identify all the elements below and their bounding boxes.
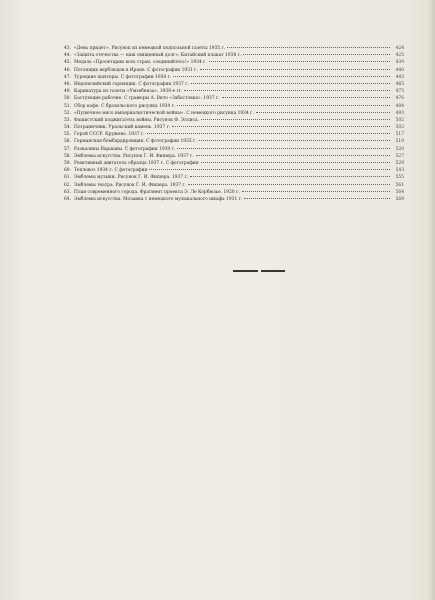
list-item bbox=[64, 131, 404, 138]
entry-number: 64. bbox=[64, 196, 71, 202]
dot-leader bbox=[243, 54, 390, 55]
entry-number: 60. bbox=[64, 168, 71, 174]
list-item bbox=[64, 67, 404, 74]
entry-caption: Индонезийский горнящик. С фотографии 1937 г. bbox=[74, 81, 189, 87]
entry-page: 503 bbox=[395, 125, 404, 131]
entry-number: 43. bbox=[64, 46, 71, 51]
dot-leader bbox=[147, 133, 390, 134]
entry-page: 527 bbox=[395, 153, 404, 159]
list-item bbox=[64, 146, 404, 153]
entry-number: 51. bbox=[64, 103, 71, 109]
entry-number: 50. bbox=[64, 96, 71, 102]
dot-leader bbox=[190, 176, 390, 177]
dot-leader bbox=[149, 169, 390, 170]
dot-leader bbox=[177, 105, 390, 106]
entry-number: 46. bbox=[64, 67, 71, 73]
entry-caption: Карикатура из газеты «Умзебенза». 1930-е гг. bbox=[74, 89, 183, 95]
list-item bbox=[64, 167, 404, 174]
entry-number: 59. bbox=[64, 161, 71, 166]
entry-caption: Эмблемы музыки. Рисунок Г. И. Фишера. 1937 г. bbox=[74, 175, 189, 181]
entry-caption: Эмблемы театра. Рисунок Г. И. Фишера. 1937 г. bbox=[74, 182, 187, 188]
dot-leader bbox=[196, 155, 390, 156]
entry-caption: «Пушечное мясо империалистической войны». С немецкого рисунка 1934 г. bbox=[74, 110, 254, 116]
list-item bbox=[64, 117, 404, 124]
dot-leader bbox=[188, 184, 390, 185]
entry-caption: Бастующие рабочие. С гравюры А. Вито «Забастовка». 1937 г. bbox=[74, 96, 220, 102]
entry-caption: «Защита отечества — наш священный долг». Китайский плакат 1938 г. bbox=[74, 53, 242, 59]
entry-caption: Тепловоз 1934 г. С фотографии bbox=[74, 168, 148, 174]
entry-caption: Германская бомбардировщик. С фотографии 1935 г. bbox=[74, 139, 197, 145]
dot-leader bbox=[201, 162, 390, 163]
dot-leader bbox=[242, 191, 390, 192]
entry-caption: Медаль «Пролетарии всех стран, соединяйтесь!» 1934 г. bbox=[74, 60, 207, 66]
entry-page: 493 bbox=[395, 110, 404, 116]
dot-leader bbox=[222, 97, 390, 98]
list-item bbox=[64, 52, 404, 59]
dot-leader bbox=[199, 140, 390, 141]
list-item bbox=[64, 124, 404, 131]
entry-number: 53. bbox=[64, 117, 71, 123]
dot-leader bbox=[200, 69, 390, 70]
illustrations-list bbox=[64, 45, 404, 203]
dot-leader bbox=[177, 148, 390, 149]
entry-page: 555 bbox=[395, 175, 404, 181]
dot-leader bbox=[172, 126, 390, 127]
entry-number: 56. bbox=[64, 139, 71, 145]
dot-leader bbox=[209, 61, 390, 62]
list-item bbox=[64, 110, 404, 117]
entry-page: 439 bbox=[395, 60, 404, 66]
entry-page: 543 bbox=[395, 168, 404, 174]
dot-leader bbox=[191, 83, 390, 84]
entry-page: 520 bbox=[395, 146, 404, 152]
dot-leader bbox=[256, 112, 390, 113]
entry-number: 48. bbox=[64, 81, 71, 87]
entry-number: 49. bbox=[64, 89, 71, 95]
entry-page: 519 bbox=[395, 139, 404, 145]
entry-page: 476 bbox=[395, 96, 404, 102]
entry-page: 475 bbox=[395, 89, 404, 95]
entry-caption: Реактивный двигатель образца 1937 г. С фотографии bbox=[74, 161, 199, 166]
entry-caption: Погонщик верблюдов в Иране. С фотографии 1931 г. bbox=[74, 67, 198, 73]
list-item bbox=[64, 95, 404, 102]
entry-number: 45. bbox=[64, 60, 71, 66]
list-item bbox=[64, 74, 404, 81]
list-item bbox=[64, 182, 404, 189]
list-item bbox=[64, 174, 404, 181]
entry-page: 424 bbox=[395, 46, 404, 51]
entry-caption: План современного города. Фрагмент проекта Э. Ле Корбюзье. 1920 г. bbox=[74, 189, 240, 195]
entry-page: 484 bbox=[395, 103, 404, 109]
dot-leader bbox=[244, 198, 390, 199]
list-item bbox=[64, 189, 404, 196]
entry-number: 58. bbox=[64, 153, 71, 159]
entry-caption: Турецкие шахтеры. С фотографии 1934 г. bbox=[74, 74, 172, 80]
entry-page: 517 bbox=[395, 132, 404, 138]
closing-rule-gap bbox=[258, 270, 261, 272]
entry-page: 465 bbox=[395, 81, 404, 87]
entry-caption: Фашистский поджигатель войны. Рисунок Ф. Эллиса. bbox=[74, 117, 200, 123]
entry-number: 47. bbox=[64, 74, 71, 80]
entry-caption: Эмблемы искусства. Мозаика с немецкого музыкального шкафа 1931 г. bbox=[74, 196, 243, 202]
entry-caption: Сбор кофе. С бразильского рисунка 1934 г. bbox=[74, 103, 176, 109]
dot-leader bbox=[201, 119, 390, 120]
list-item bbox=[64, 88, 404, 95]
entry-caption: Эмблемы искусства. Рисунок Г. И. Фишера. 1937 г. bbox=[74, 153, 194, 159]
dot-leader bbox=[173, 76, 390, 77]
entry-page: 569 bbox=[395, 196, 404, 202]
list-item bbox=[64, 103, 404, 110]
entry-number: 63. bbox=[64, 189, 71, 195]
entry-number: 52. bbox=[64, 110, 71, 116]
entry-page: 529 bbox=[395, 161, 404, 166]
entry-number: 44. bbox=[64, 53, 71, 59]
dot-leader bbox=[227, 47, 390, 48]
page-edge-shadow bbox=[429, 0, 435, 600]
entry-page: 443 bbox=[395, 74, 404, 80]
entry-page: 440 bbox=[395, 67, 404, 73]
entry-caption: «День придет». Рисунок из немецкой подпольной газеты 1935 г. bbox=[74, 46, 226, 51]
list-item bbox=[64, 59, 404, 66]
entry-number: 54. bbox=[64, 125, 71, 131]
entry-page: 561 bbox=[395, 182, 404, 188]
list-item bbox=[64, 153, 404, 160]
entry-number: 62. bbox=[64, 182, 71, 188]
entry-caption: Пограничник. Уральский камень. 1937 г. bbox=[74, 125, 171, 131]
list-item bbox=[64, 45, 404, 52]
list-item bbox=[64, 138, 404, 145]
dot-leader bbox=[184, 90, 390, 91]
list-item bbox=[64, 160, 404, 167]
entry-page: 502 bbox=[395, 117, 404, 123]
entry-page: 564 bbox=[395, 189, 404, 195]
entry-caption: Развалины Варшавы. С фотографии 1939 г. bbox=[74, 146, 176, 152]
entry-number: 57. bbox=[64, 146, 71, 152]
entry-number: 61. bbox=[64, 175, 71, 181]
list-item bbox=[64, 81, 404, 88]
entry-page: 425 bbox=[395, 53, 404, 59]
entry-number: 55. bbox=[64, 132, 71, 138]
list-item bbox=[64, 196, 404, 203]
entry-caption: Герой СССР. Кружево. 1937 г. bbox=[74, 132, 145, 138]
